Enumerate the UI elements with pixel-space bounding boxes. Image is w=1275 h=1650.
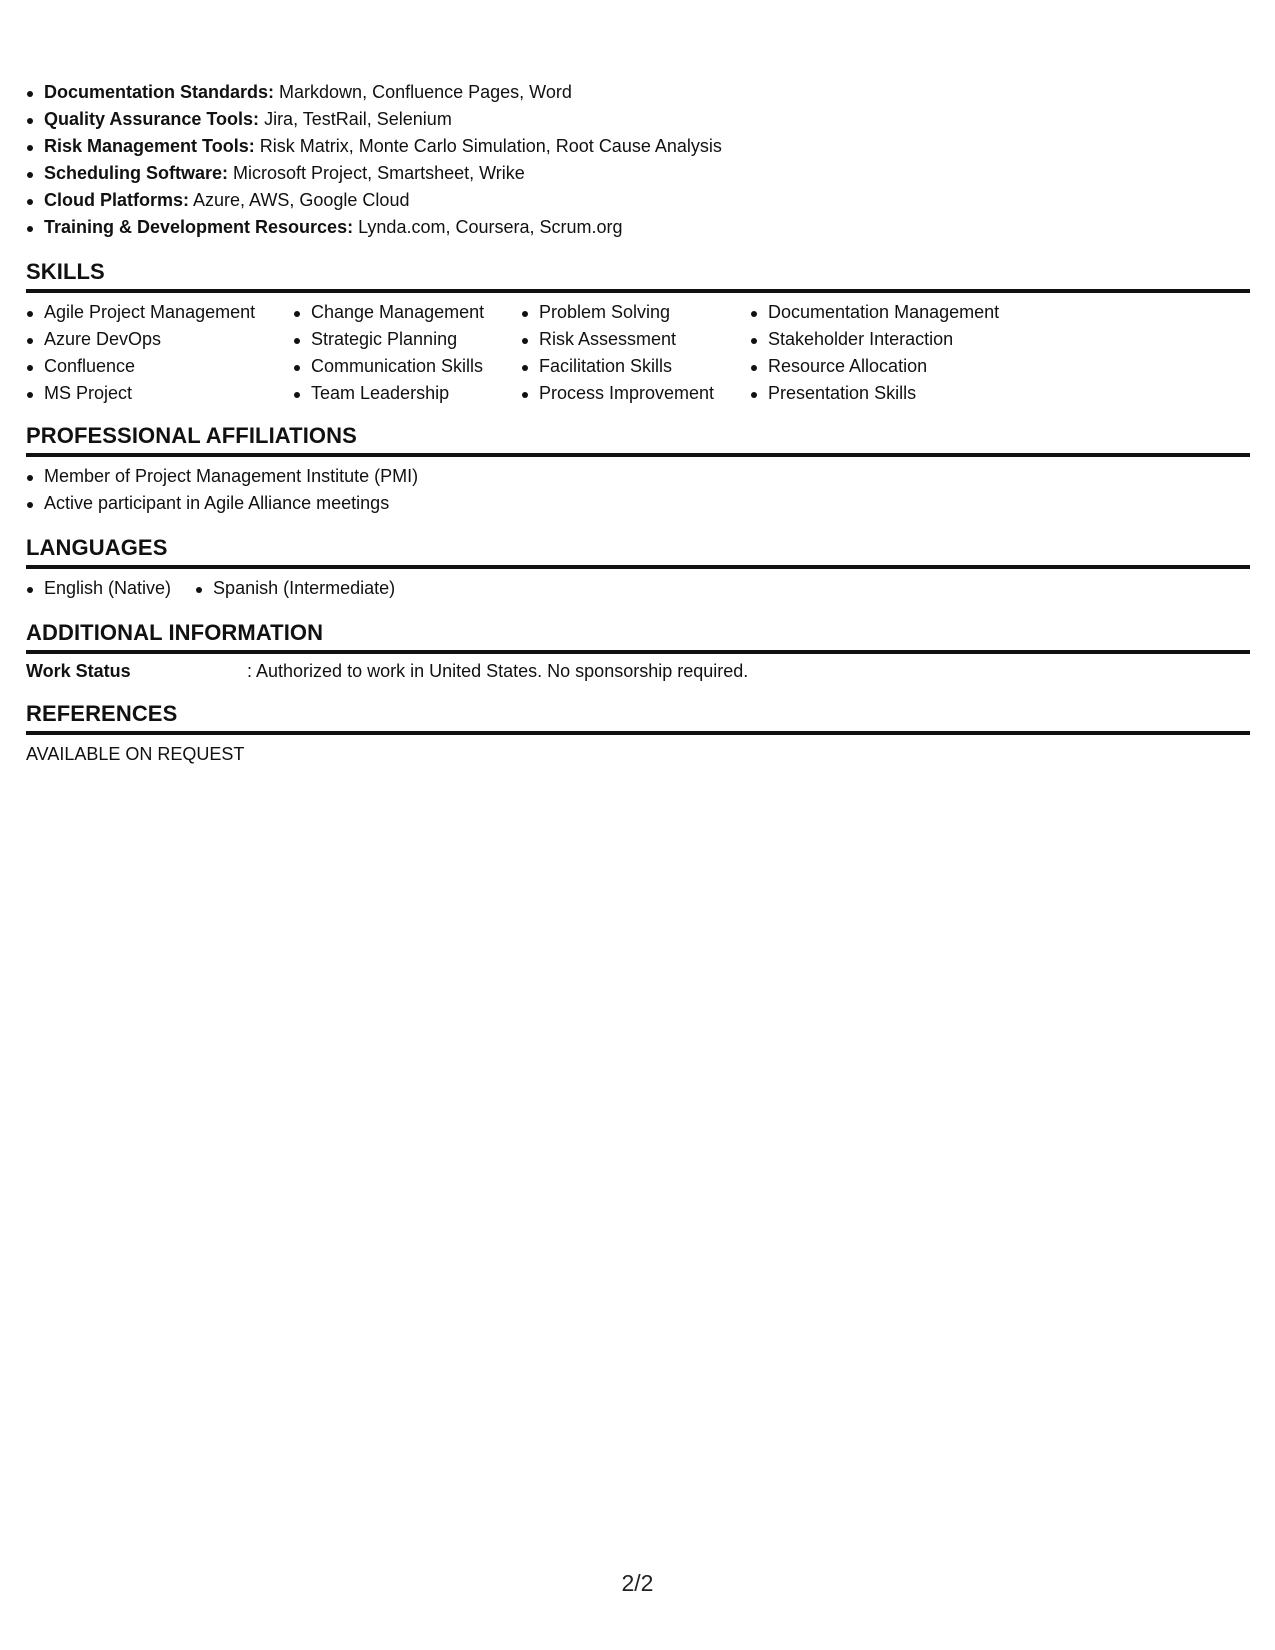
references-heading: REFERENCES	[26, 701, 1250, 735]
additional-info-section	[26, 620, 1250, 685]
tools-item-value: Markdown, Confluence Pages, Word	[274, 82, 572, 102]
additional-info-heading: ADDITIONAL INFORMATION	[26, 620, 1250, 654]
tools-item	[26, 106, 722, 133]
skills-column	[521, 299, 750, 407]
skill-item: Problem Solving	[521, 299, 750, 326]
skill-item: Communication Skills	[293, 353, 521, 380]
skills-grid	[26, 299, 1250, 407]
skill-item: Process Improvement	[521, 380, 750, 407]
tools-item	[26, 187, 722, 214]
references-section	[26, 701, 1250, 768]
skill-item: Stakeholder Interaction	[750, 326, 1050, 353]
tools-item	[26, 79, 722, 106]
language-item: English (Native)	[26, 575, 171, 602]
tools-item-label: Risk Management Tools:	[44, 136, 255, 156]
skill-item: Documentation Management	[750, 299, 1050, 326]
skills-heading: SKILLS	[26, 259, 1250, 293]
tools-item	[26, 133, 722, 160]
languages-section	[26, 535, 1250, 602]
tools-item-value: Lynda.com, Coursera, Scrum.org	[353, 217, 623, 237]
tools-item-value: Risk Matrix, Monte Carlo Simulation, Root Cause Analysis	[254, 136, 722, 156]
skill-item: Risk Assessment	[521, 326, 750, 353]
affiliations-section	[26, 423, 1250, 517]
languages-heading: LANGUAGES	[26, 535, 1250, 569]
language-item: Spanish (Intermediate)	[195, 575, 395, 602]
tools-item	[26, 214, 722, 241]
skill-item: Team Leadership	[293, 380, 521, 407]
tools-item-label: Scheduling Software:	[44, 163, 229, 183]
skill-item: Confluence	[26, 353, 293, 380]
skill-item: Resource Allocation	[750, 353, 1050, 380]
skill-item: Change Management	[293, 299, 521, 326]
work-status-row	[26, 658, 1250, 685]
skill-item: Agile Project Management	[26, 299, 293, 326]
work-status-label: Work Status	[26, 661, 131, 681]
affiliations-heading: PROFESSIONAL AFFILIATIONS	[26, 423, 1250, 457]
skills-column	[750, 299, 1050, 407]
work-status-value: : Authorized to work in United States. No sponsorship required.	[247, 661, 749, 681]
skill-item: Facilitation Skills	[521, 353, 750, 380]
tools-item-label: Quality Assurance Tools:	[44, 109, 260, 129]
skills-section	[26, 259, 1250, 407]
skills-column	[26, 299, 293, 407]
page-number: 2/2	[621, 1570, 654, 1596]
skill-item: Azure DevOps	[26, 326, 293, 353]
tools-item-label: Documentation Standards:	[44, 82, 275, 102]
affiliations-list	[26, 463, 1250, 517]
skills-column	[293, 299, 521, 407]
tools-item-value: Microsoft Project, Smartsheet, Wrike	[228, 163, 525, 183]
affiliation-item: Member of Project Management Institute (PMI)	[26, 463, 1250, 490]
languages-list	[26, 575, 1250, 602]
tools-list	[26, 79, 722, 241]
tools-item-value: Azure, AWS, Google Cloud	[189, 190, 410, 210]
affiliation-item: Active participant in Agile Alliance meetings	[26, 490, 1250, 517]
skill-item: MS Project	[26, 380, 293, 407]
references-text: AVAILABLE ON REQUEST	[26, 744, 245, 764]
skill-item: Strategic Planning	[293, 326, 521, 353]
skill-item: Presentation Skills	[750, 380, 1050, 407]
tools-item-label: Cloud Platforms:	[44, 190, 190, 210]
tools-item	[26, 160, 722, 187]
tools-item-value: Jira, TestRail, Selenium	[259, 109, 452, 129]
tools-item-label: Training & Development Resources:	[44, 217, 354, 237]
